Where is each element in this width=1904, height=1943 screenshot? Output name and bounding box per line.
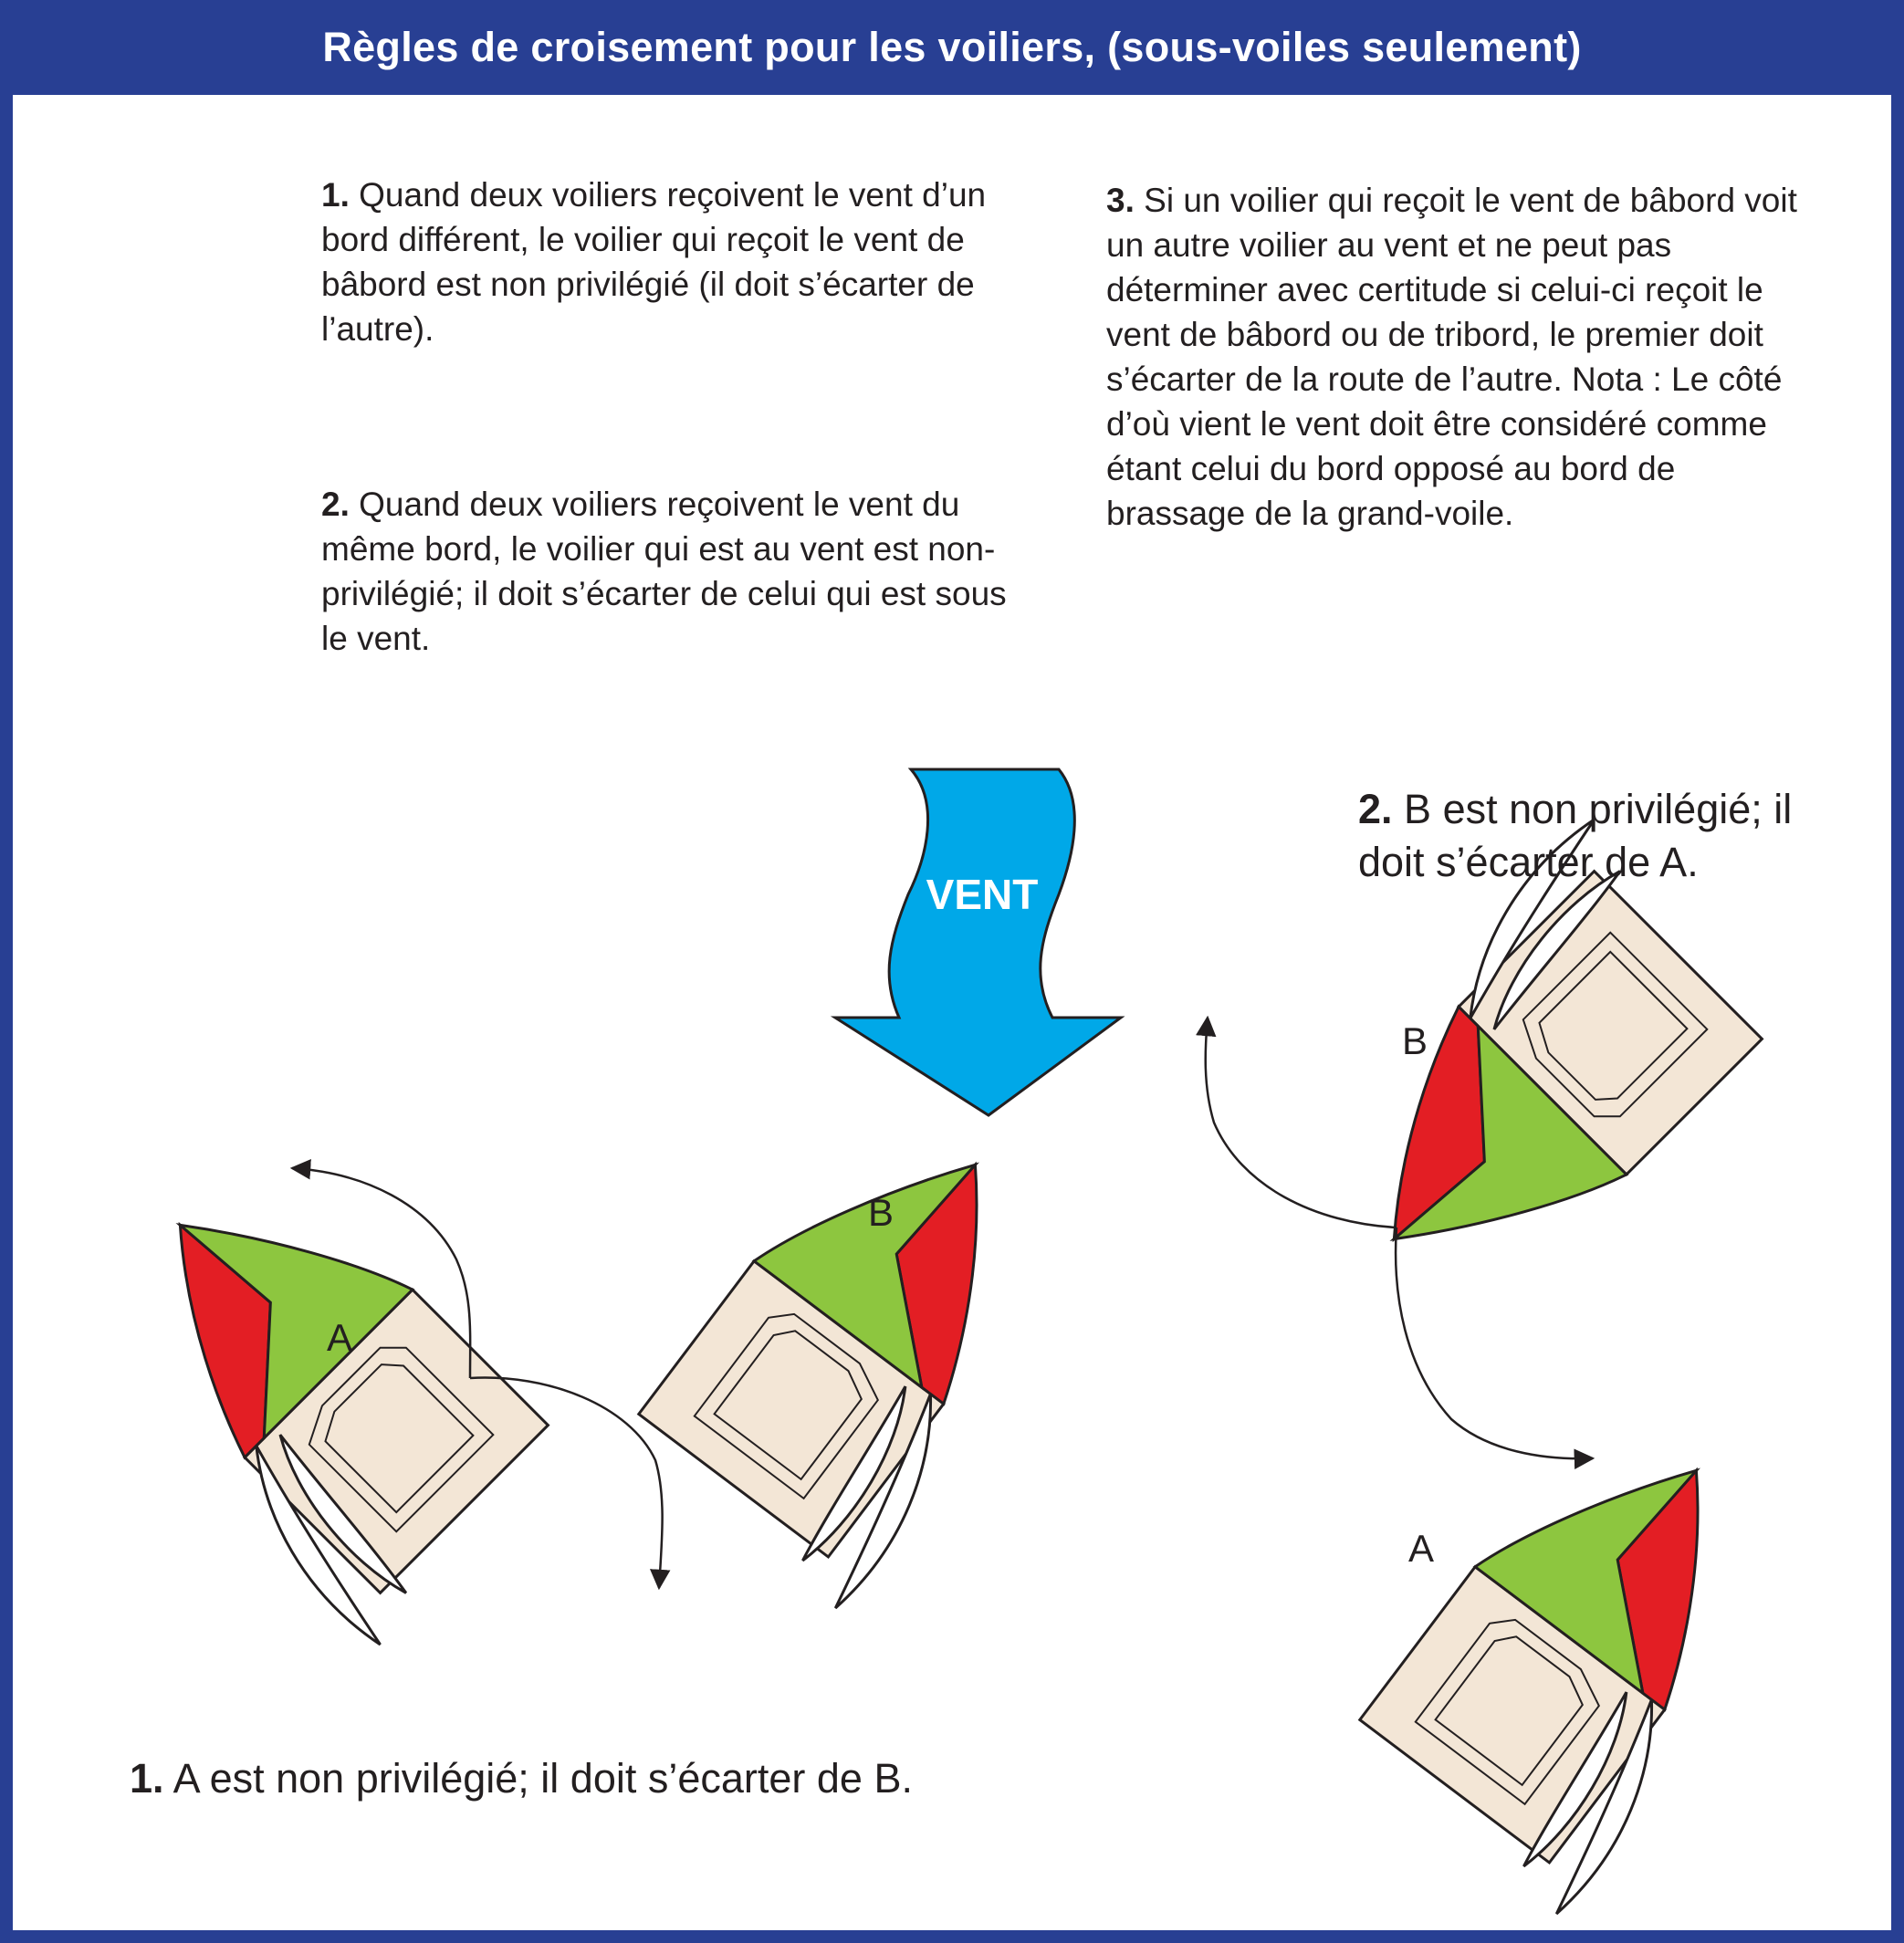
scenario-2-course-arrow-down bbox=[1396, 1227, 1593, 1458]
scenario-1-boat-b-label: B bbox=[867, 1191, 894, 1234]
scenario-2-caption-text: B est non privilégié; il doit s’écarter de A. bbox=[1358, 786, 1793, 885]
rule-1-number: 1. bbox=[321, 176, 350, 214]
scenario-1-caption-text: A est non privilégié; il doit s’écarter de B. bbox=[173, 1755, 913, 1802]
rule-1-text: Quand deux voiliers reçoivent le vent d’un bord différent, le voilier qui reçoit le vent de bâbord est non privilégié (il doit s’écarter de l’autre). bbox=[321, 176, 987, 348]
scenario-1-boat-a-label: A bbox=[326, 1316, 353, 1359]
wind-arrow bbox=[835, 769, 1121, 1115]
scenario-2-boat-b-label: B bbox=[1401, 1019, 1428, 1062]
page-title: Règles de croisement pour les voiliers, (sous-voiles seulement) bbox=[322, 24, 1582, 70]
rule-2-text: Quand deux voiliers reçoivent le vent du même bord, le voilier qui est au vent est non-privilégié; il doit s’écarter de celui qui est sous le vent. bbox=[321, 486, 1007, 657]
scenario-1-boat-b bbox=[617, 1093, 1104, 1612]
rule-2-number: 2. bbox=[321, 486, 350, 523]
rule-3-number: 3. bbox=[1106, 182, 1135, 219]
wind-arrow-shape bbox=[835, 769, 1121, 1115]
scenario-2-boat-a bbox=[1338, 1399, 1825, 1917]
scenario-2-caption bbox=[1358, 783, 1869, 889]
rule-3-text: Si un voilier qui reçoit le vent de bâbord voit un autre voilier au vent et ne peut pas déterminer avec certitude si celui-ci reçoit le vent de bâbord ou de tribord, le premier doit s’écarter de la route de l’autre. Nota : Le côté d’où vient le vent doit être considéré comme étant celui du bord opposé au bord de brassage de la grand-voile. bbox=[1106, 182, 1797, 532]
scenario-2-course-arrow-up bbox=[1206, 1018, 1397, 1227]
scenario-2-boat-b bbox=[1281, 816, 1788, 1323]
scenario-2-boat-a-label: A bbox=[1407, 1527, 1435, 1570]
scenario-2-caption-number: 2. bbox=[1358, 786, 1393, 832]
scenario-1-caption-number: 1. bbox=[130, 1755, 164, 1802]
wind-label: VENT bbox=[926, 871, 1039, 918]
scenario-1-boat-a bbox=[67, 1141, 574, 1648]
scenario-1-caption bbox=[130, 1752, 1225, 1805]
